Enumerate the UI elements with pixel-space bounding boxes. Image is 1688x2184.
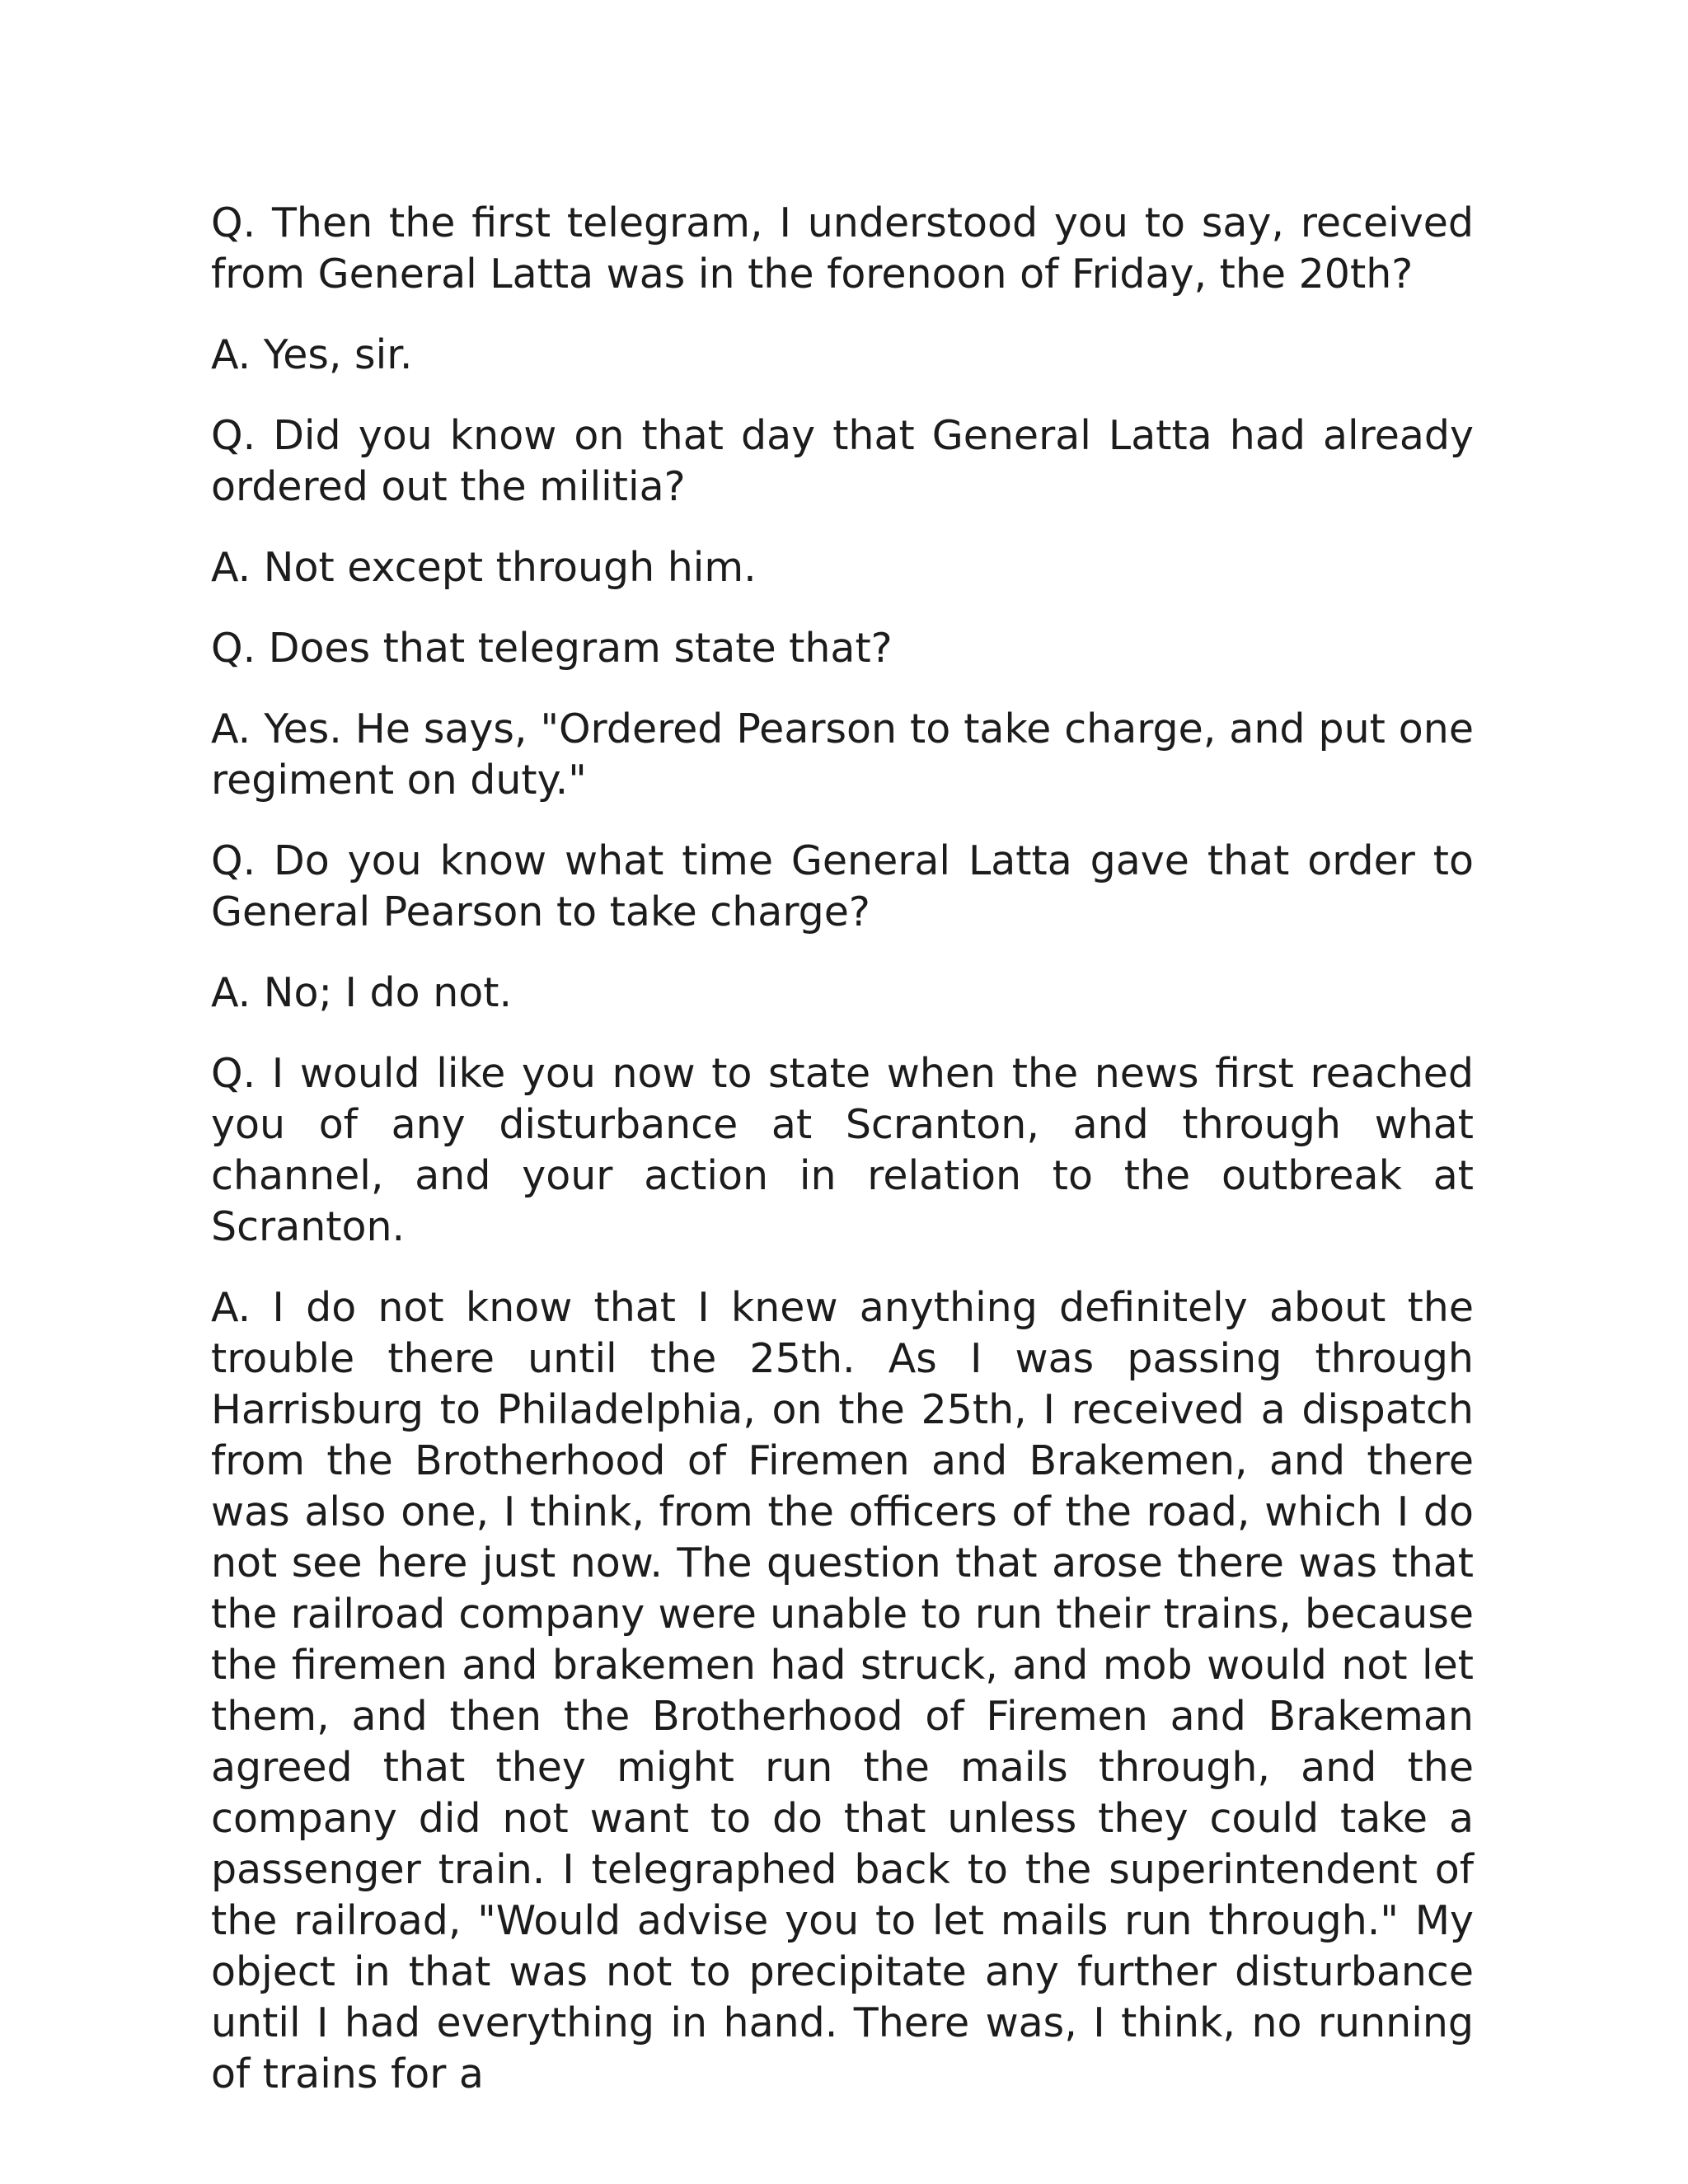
answer-paragraph: A. Yes, sir. bbox=[211, 331, 413, 378]
answer-paragraph: A. No; I do not. bbox=[211, 969, 513, 1016]
question-paragraph: Q. Did you know on that day that General Latta had already ordered out the militia? bbox=[211, 412, 1474, 510]
question-paragraph: Q. Then the first telegram, I understood you to say, received from General Latta was in the forenoon of Friday, the 20th? bbox=[211, 199, 1474, 298]
answer-paragraph: A. Yes. He says, "Ordered Pearson to take charge, and put one regiment on duty." bbox=[211, 705, 1474, 804]
question-paragraph: Q. I would like you now to state when the news first reached you of any disturbance at Scranton, and through what channel, and your action in relation to the outbreak at Scranton. bbox=[211, 1050, 1474, 1250]
question-paragraph: Q. Do you know what time General Latta gave that order to General Pearson to take charge? bbox=[211, 837, 1474, 935]
answer-paragraph: A. I do not know that I knew anything definitely about the trouble there until the 25th. As I was passing through Harrisburg to Philadelphia, on the 25th, I received a dispatch from the Brotherhood of Firemen and Brakemen, and there was also one, I think, from the officers of the road, which I do not see here just now. The question that arose there was that the railroad company were unable to run their trains, because the firemen and brakemen had struck, and mob would not let them, and then the Brotherhood of Firemen and Brakeman agreed that they might run the mails through, and the company did not want to do that unless they could take a passenger train. I telegraphed back to the superintendent of the railroad, "Would advise you to let mails run through." My object in that was not to precipitate any further disturbance until I had everything in hand. There was, I think, no running of trains for a bbox=[211, 1284, 1474, 2097]
answer-paragraph: A. Not except through him. bbox=[211, 544, 757, 591]
document-page bbox=[211, 198, 1474, 2130]
question-paragraph: Q. Does that telegram state that? bbox=[211, 625, 893, 672]
